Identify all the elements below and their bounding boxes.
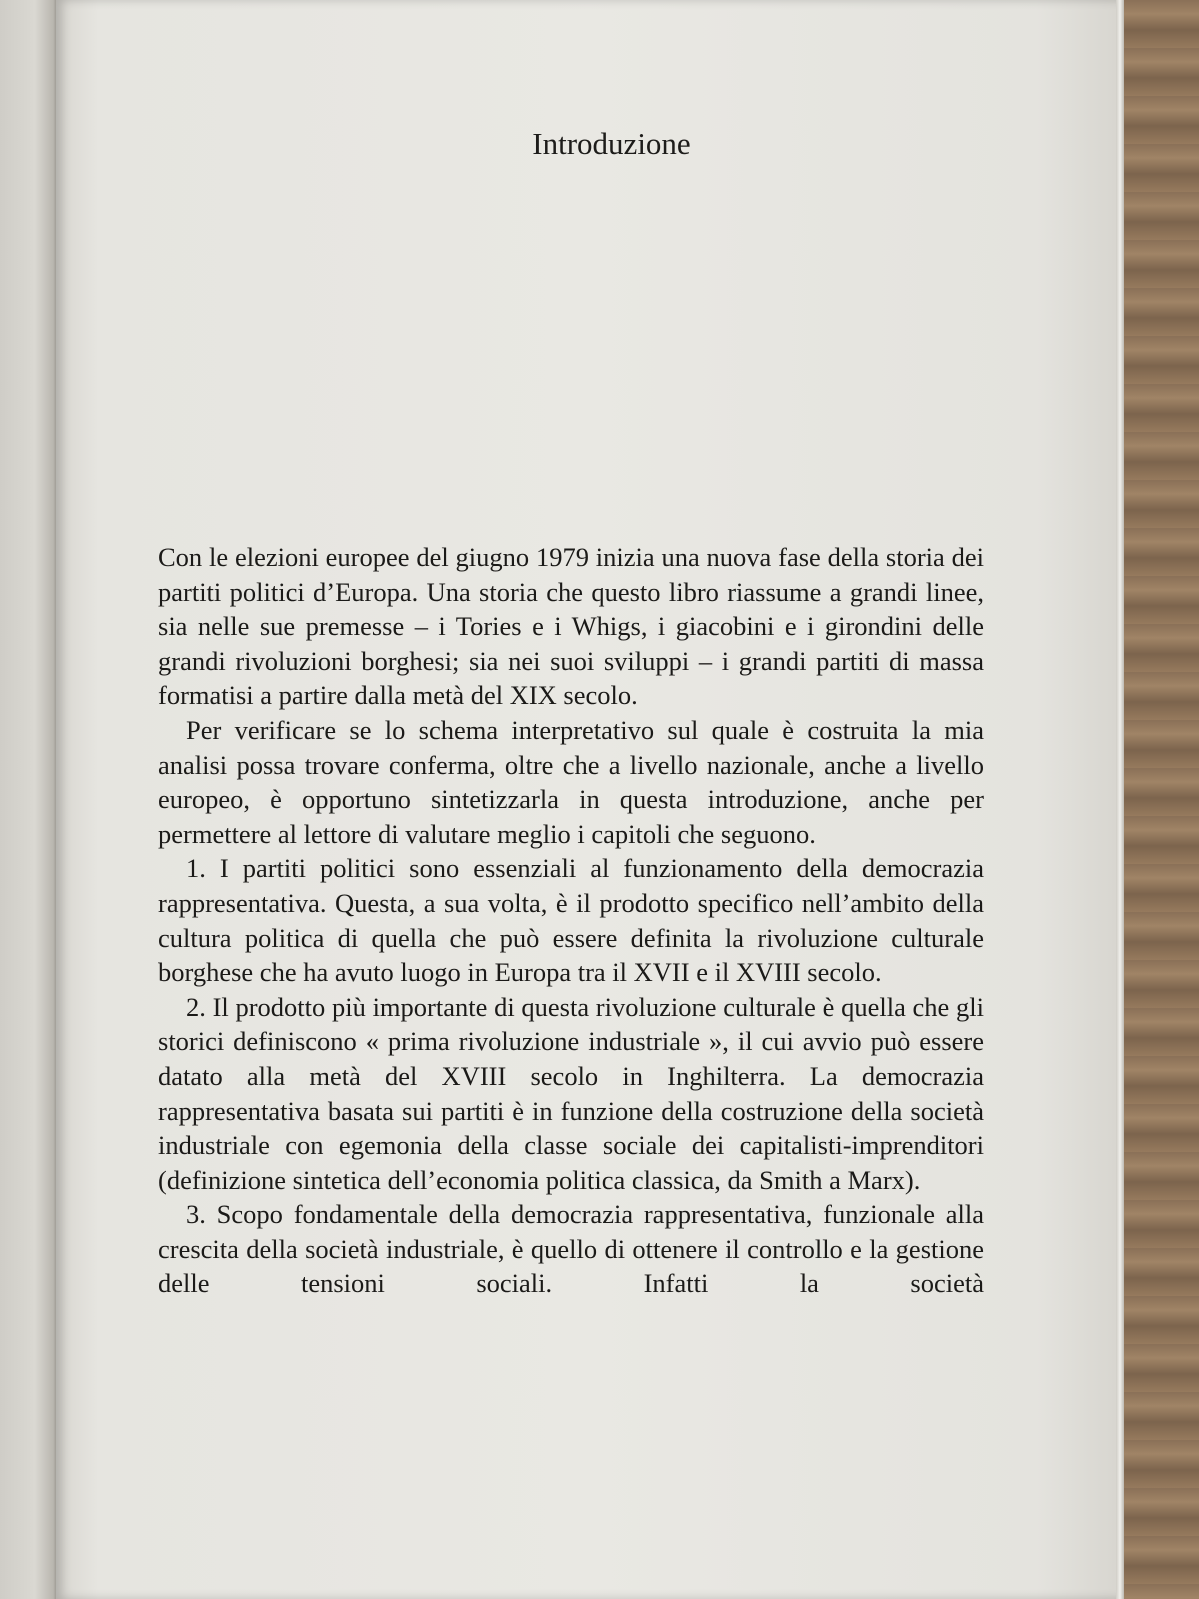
paragraph-point-2: 2. Il prodotto più importante di questa rivoluzione culturale è quella che gli storici definiscono « prima rivoluzione industriale », il cui avvio può essere datato alla metà del XVIII secolo in Inghilterra. La democrazia rappresentativa basata sui partiti è in funzione della costruzione della società industriale con egemonia della classe sociale dei capitalisti-imprenditori (definizione sintetica dell’economia politica classica, da Smith a Marx). — [158, 991, 984, 1195]
chapter-title: Introduzione — [532, 126, 691, 161]
paragraph-method: Per verificare se lo schema interpretativo sul quale è costruita la mia analisi possa trovare conferma, oltre che a livello nazionale, anche a livello europeo, è opportuno sintetizzarla in questa introduzione, anche per permettere al lettore di valutare meglio i capitoli che seguono. — [158, 714, 984, 849]
body-text — [158, 540, 984, 1301]
previous-page-edge — [0, 0, 58, 1599]
paragraph-point-1: 1. I partiti politici sono essenziali al funzionamento della democrazia rappresentativa. Questa, a sua volta, è il prodotto specifico nell’ambito della cultura politica di quella che può essere definita la rivoluzione culturale borghese che ha avuto luogo in Europa tra il XVII e il XVIII secolo. — [158, 853, 984, 988]
paragraph-intro: Con le elezioni europee del giugno 1979 inizia una nuova fase della storia dei partiti politici d’Europa. Una storia che questo libro riassume a grandi linee, sia nelle sue premesse – i Tories e i Whigs, i giacobini e i girondini delle grandi rivoluzioni borghesi; sia nei suoi sviluppi – i grandi partiti di massa formatisi a partire dalla metà del XIX secolo. — [158, 542, 984, 711]
page-stack-edge — [1116, 0, 1124, 1599]
paragraph-point-3: 3. Scopo fondamentale della democrazia rappresentativa, funzionale alla crescita della società industriale, è quello di ottenere il controllo e la gestione delle tensioni sociali. Infatti la società — [158, 1199, 984, 1299]
